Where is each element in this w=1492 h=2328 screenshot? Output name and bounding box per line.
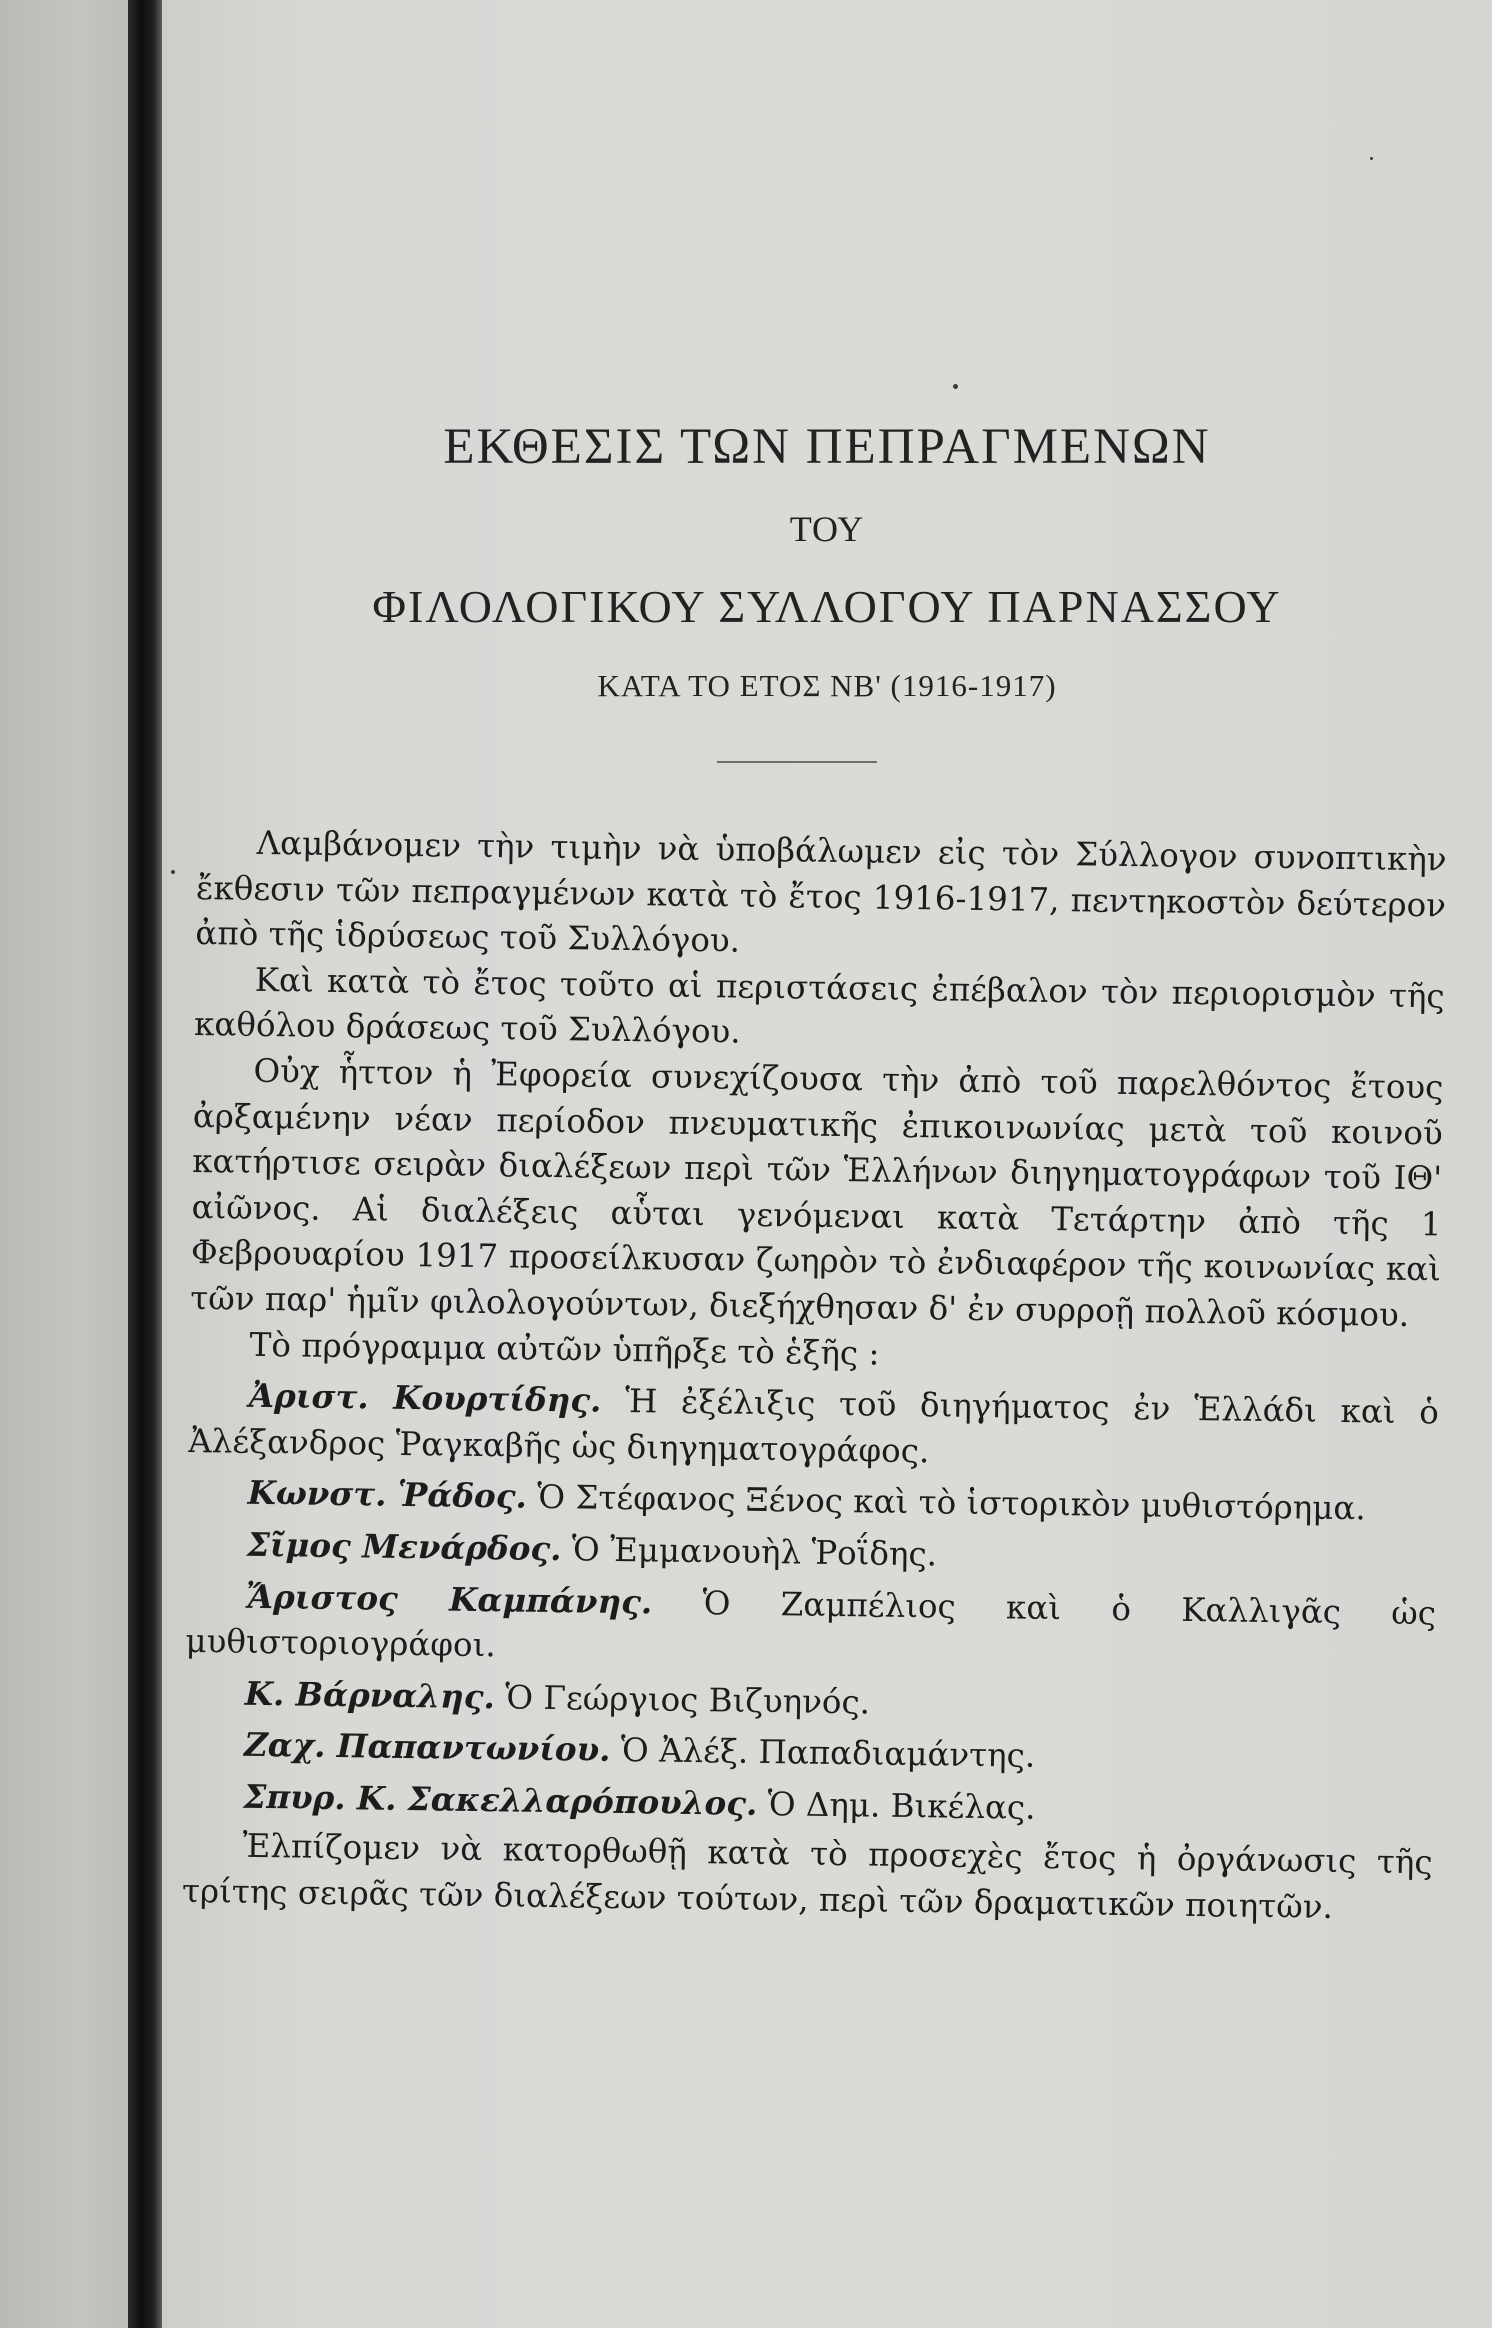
facing-page-margin [0, 0, 128, 2328]
lecture-topic: Ὁ Ἐμμανουὴλ Ῥοΐδης. [571, 1530, 938, 1574]
lecture-topic: Ὁ Ζαμπέλιος καὶ ὁ Καλλιγᾶς ὡς μυθιστοριογράφοι. [185, 1583, 1437, 1665]
report-body [182, 820, 1447, 1932]
paragraph-program-intro: Τὸ πρόγραμμα αὐτῶν ὑπῆρξε τὸ ἑξῆς : [249, 1325, 880, 1373]
lecture-topic: Ὁ Γεώργιος Βιζυηνός. [504, 1678, 871, 1722]
paragraph-lectures: Οὐχ ἧττον ἡ Ἐφορεία συνεχίζουσα τὴν ἀπὸ τοῦ παρελθόντος ἔτους ἀρξαμένην νέαν περίοδον πνευματικῆς ἐπικοινωνίας μετὰ τοῦ κοινοῦ κατήρτισε σειρὰν διαλέξεων περὶ τῶν Ἑλλήνων διηγηματογράφων τοῦ ΙΘ' αἰῶνος. Αἱ διαλέξεις αὗται γενόμεναι κατὰ Τετάρτην ἀπὸ τῆς 1 Φεβρουαρίου 1917 προσείλκυσαν ζωηρὸν τὸ ἐνδιαφέρον τῆς κοινωνίας καὶ τῶν παρ' ἡμῖν φιλολογούντων, διεξήχθησαν δ' ἐν συρροῇ πολλοῦ κόσμου. [190, 1051, 1444, 1334]
lecture-entry [185, 1572, 1436, 1682]
book-page [162, 0, 1492, 2328]
paragraph-circumstances: Καὶ κατὰ τὸ ἔτος τοῦτο αἱ περιστάσεις ἐπέβαλον τὸν περιορισμὸν τῆς καθόλου δράσεως τοῦ Συλλόγου. [193, 960, 1445, 1051]
paper-speck [171, 870, 175, 874]
lecture-speaker: Κ. Βάρναλης. [244, 1673, 496, 1716]
lecture-topic: Ὁ Δημ. Βικέλας. [767, 1784, 1036, 1827]
book-binding-gutter [128, 0, 162, 2328]
lecture-entry [188, 1372, 1439, 1482]
lecture-topic: Ὁ Ἀλέξ. Παπαδιαμάντης. [620, 1731, 1036, 1776]
title-divider [717, 761, 877, 763]
lecture-speaker: Κωνστ. Ῥάδος. [247, 1473, 528, 1516]
report-title: ΕΚΘΕΣΙΣ ΤΩΝ ΠΕΠΡΑΓΜΕΝΩΝ [443, 419, 1211, 475]
lecture-topic: Ἡ ἐξέλιξις τοῦ διηγήματος ἐν Ἑλλάδι καὶ ὁ Ἀλέξανδρος Ῥαγκαβῆς ὡς διηγηματογράφος. [188, 1382, 1440, 1471]
society-name: ΦΙΛΟΛΟΓΙΚΟΥ ΣΥΛΛΟΓΟΥ ΠΑΡΝΑΣΣΟΥ [372, 581, 1282, 632]
lecture-speaker: Ἀριστ. Κουρτίδης. [248, 1375, 602, 1420]
lecture-topic: Ὁ Στέφανος Ξένος καὶ τὸ ἱστορικὸν μυθιστόρημα. [536, 1478, 1366, 1528]
lecture-speaker: Σῖμος Μενάρδος. [246, 1524, 562, 1569]
paragraph-closing: Ἐλπίζομεν νὰ κατορθωθῇ κατὰ τὸ προσεχὲς ἔτος ἡ ὀργάνωσις τῆς τρίτης σειρᾶς τῶν διαλέξεων τούτων, περὶ τῶν δραματικῶν ποιητῶν. [181, 1827, 1433, 1927]
lecture-speaker: Σπυρ. Κ. Σακελλαρόπουλος. [243, 1776, 758, 1823]
lecture-speaker: Ζαχ. Παπαντωνίου. [243, 1725, 611, 1770]
paper-speck [953, 384, 958, 389]
lecture-speaker: Ἄριστος Καμπάνης. [245, 1576, 653, 1621]
report-subtitle: ΤΟΥ [789, 509, 865, 549]
paper-speck [1370, 157, 1373, 160]
year-line: ΚΑΤΑ ΤΟ ΕΤΟΣ ΝΒ' (1916-1917) [597, 668, 1057, 703]
paragraph-intro: Λαμβάνομεν τὴν τιμὴν νὰ ὑποβάλωμεν εἰς τὸν Σύλλογον συνοπτικὴν ἔκθεσιν τῶν πεπραγμένων κατὰ τὸ ἔτος 1916-1917, πεντηκοστὸν δεύτερον ἀπὸ τῆς ἱδρύσεως τοῦ Συλλόγου. [195, 823, 1447, 960]
